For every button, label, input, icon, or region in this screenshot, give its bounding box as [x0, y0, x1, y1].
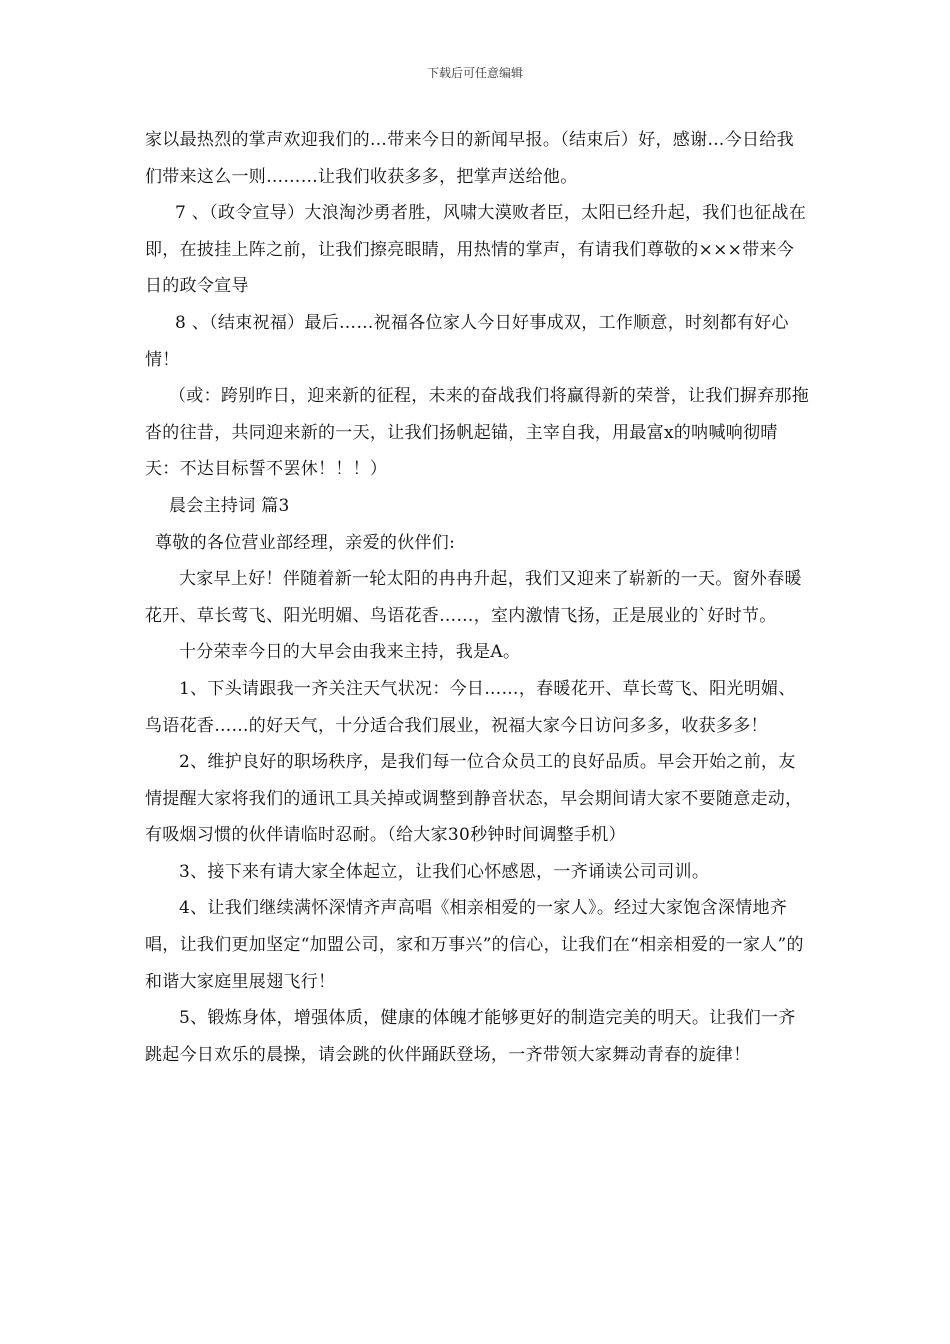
paragraph-alternative: （或：跨别昨日，迎来新的征程，未来的奋战我们将赢得新的荣誉，让我们摒弃那拖沓的往昔，共同迎来新的一天，让我们扬帆起锚，主宰自我，用最富x的呐喊响彻晴天：不达目标誓不罢休！！！）	[145, 386, 810, 480]
section-heading: 晨会主持词 篇3	[169, 495, 290, 516]
page-header: 下载后可任意编辑	[426, 66, 523, 80]
paragraph-item-2: 2、维护良好的职场秩序，是我们每一位合众员工的良好品质。早会开始之前，友情提醒大家将我们的通讯工具关掉或调整到静音状态，早会期间请大家不要随意走动，有吸烟习惯的伙伴请临时忍耐。（给大家30秒钟时间调整手机）	[145, 752, 803, 846]
paragraph-greeting: 大家早上好！伴随着新一轮太阳的冉冉升起，我们又迎来了崭新的一天。窗外春暖花开、草长莺飞、阳光明媚、鸟语花香……，室内激情飞扬，正是展业的`好时节。	[145, 569, 802, 626]
document-body	[145, 122, 810, 1073]
paragraph-item-4: 4、让我们继续满怀深情齐声高唱《相亲相爱的一家人》。经过大家饱含深情地齐唱，让我们更加坚定“加盟公司，家和万事兴”的信心，让我们在“相亲相爱的一家人”的和谐大家庭里展翅飞行！	[145, 898, 804, 992]
paragraph-continuation: 家以最热烈的掌声欢迎我们的…带来今日的新闻早报。（结束后）好，感谢…今日给我们带来这么一则………让我们收获多多，把掌声送给他。	[145, 130, 794, 187]
paragraph-item-3: 3、接下来有请大家全体起立，让我们心怀感恩，一齐诵读公司司训。	[179, 861, 710, 882]
paragraph-item-8: 8 、（结束祝福）最后……祝福各位家人今日好事成双，工作顺意，时刻都有好心情！	[145, 312, 789, 370]
paragraph-host-intro: 十分荣幸今日的大早会由我来主持，我是A。	[179, 642, 521, 663]
paragraph-item-7: 7 、（政令宣导）大浪淘沙勇者胜，风啸大漠败者臣，太阳已经升起，我们也征战在即，在披挂上阵之前，让我们擦亮眼睛，用热情的掌声，有请我们尊敬的×××带来今日的政令宣导	[145, 203, 807, 297]
paragraph-salutation: 尊敬的各位营业部经理，亲爱的伙伴们:	[155, 532, 456, 553]
paragraph-item-5: 5、锻炼身体，增强体质，健康的体魄才能够更好的制造完美的明天。让我们一齐跳起今日欢乐的晨操，请会跳的伙伴踊跃登场，一齐带领大家舞动青春的旋律！	[145, 1008, 796, 1065]
paragraph-item-1: 1、下头请跟我一齐关注天气状况：今日……，春暖花开、草长莺飞、阳光明媚、鸟语花香……的好天气，十分适合我们展业，祝福大家今日访问多多，收获多多！	[145, 678, 796, 736]
